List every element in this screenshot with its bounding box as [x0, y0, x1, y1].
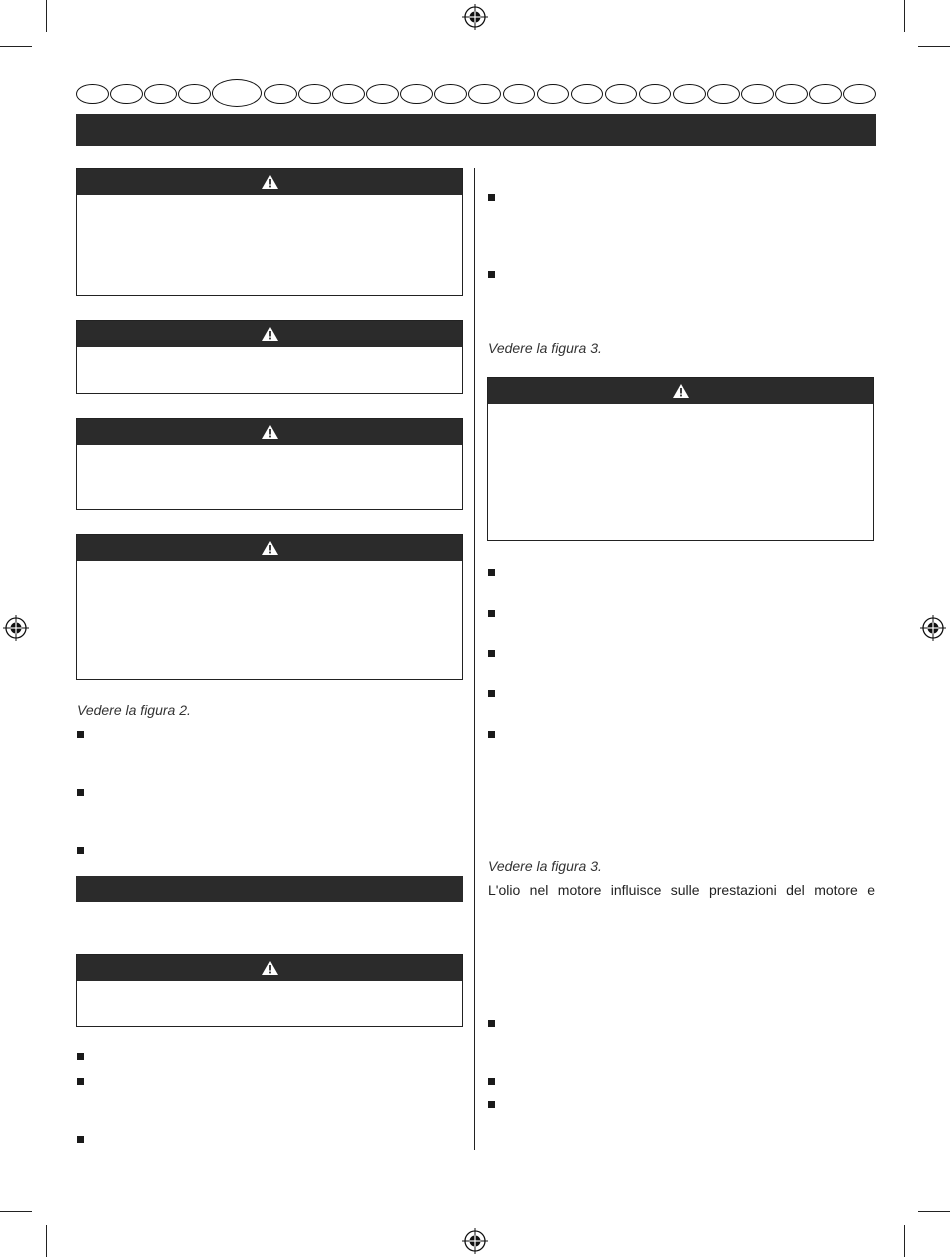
registration-mark-icon — [920, 615, 946, 641]
language-tab — [809, 84, 842, 104]
language-tab — [639, 84, 672, 104]
square-bullet-icon — [488, 569, 495, 576]
crop-mark — [904, 1225, 905, 1257]
warning-header — [77, 535, 462, 561]
warning-triangle-icon — [261, 326, 279, 342]
warning-header — [77, 419, 462, 445]
square-bullet-icon — [488, 1020, 495, 1027]
language-tab — [571, 84, 604, 104]
crop-mark — [46, 1225, 47, 1257]
figure-caption: Vedere la figura 3. — [488, 340, 602, 356]
figure-caption: Vedere la figura 3. — [488, 858, 602, 874]
warning-triangle-icon — [261, 540, 279, 556]
warning-header — [77, 321, 462, 347]
warning-header — [77, 955, 462, 981]
language-tab — [741, 84, 774, 104]
language-tab — [366, 84, 399, 104]
square-bullet-icon — [488, 271, 495, 278]
square-bullet-icon — [488, 690, 495, 697]
warning-box — [487, 377, 874, 541]
warning-triangle-icon — [261, 174, 279, 190]
registration-mark-icon — [462, 1228, 488, 1254]
square-bullet-icon — [77, 731, 84, 738]
language-tab — [332, 84, 365, 104]
crop-mark — [46, 0, 47, 32]
language-tab — [178, 84, 211, 104]
warning-box — [76, 320, 463, 394]
square-bullet-icon — [488, 1078, 495, 1085]
language-tab — [707, 84, 740, 104]
square-bullet-icon — [488, 731, 495, 738]
square-bullet-icon — [488, 1101, 495, 1108]
language-tab — [775, 84, 808, 104]
square-bullet-icon — [488, 650, 495, 657]
warning-box — [76, 168, 463, 296]
warning-triangle-icon — [261, 960, 279, 976]
language-tab — [144, 84, 177, 104]
language-tab — [76, 84, 109, 104]
warning-triangle-icon — [672, 383, 690, 399]
crop-mark — [904, 0, 905, 32]
language-tabs — [76, 82, 876, 106]
figure-caption: Vedere la figura 2. — [77, 702, 191, 718]
language-tab — [468, 84, 501, 104]
square-bullet-icon — [77, 789, 84, 796]
language-tab — [503, 84, 536, 104]
square-bullet-icon — [77, 1078, 84, 1085]
language-tab — [843, 84, 876, 104]
oil-paragraph: L'olio nel motore influisce sulle prestazioni del motore e — [488, 882, 875, 898]
registration-mark-icon — [462, 4, 488, 30]
language-tab — [605, 84, 638, 104]
crop-mark — [0, 46, 32, 47]
section-subheader-bar — [76, 876, 463, 902]
warning-box — [76, 954, 463, 1027]
warning-header — [488, 378, 873, 404]
language-tab — [110, 84, 143, 104]
registration-mark-icon — [3, 615, 29, 641]
square-bullet-icon — [77, 1136, 84, 1143]
crop-mark — [918, 1211, 950, 1212]
language-tab — [264, 84, 297, 104]
language-tab — [537, 84, 570, 104]
warning-triangle-icon — [261, 424, 279, 440]
column-divider — [474, 168, 475, 1150]
language-tab — [673, 84, 706, 104]
language-tab-active — [212, 79, 262, 107]
language-tab — [434, 84, 467, 104]
crop-mark — [0, 1211, 32, 1212]
language-tab — [298, 84, 331, 104]
section-header-bar — [76, 114, 876, 146]
warning-box — [76, 534, 463, 680]
square-bullet-icon — [77, 1053, 84, 1060]
square-bullet-icon — [488, 610, 495, 617]
language-tab — [400, 84, 433, 104]
square-bullet-icon — [77, 847, 84, 854]
crop-mark — [918, 46, 950, 47]
square-bullet-icon — [488, 194, 495, 201]
warning-box — [76, 418, 463, 510]
warning-header — [77, 169, 462, 195]
